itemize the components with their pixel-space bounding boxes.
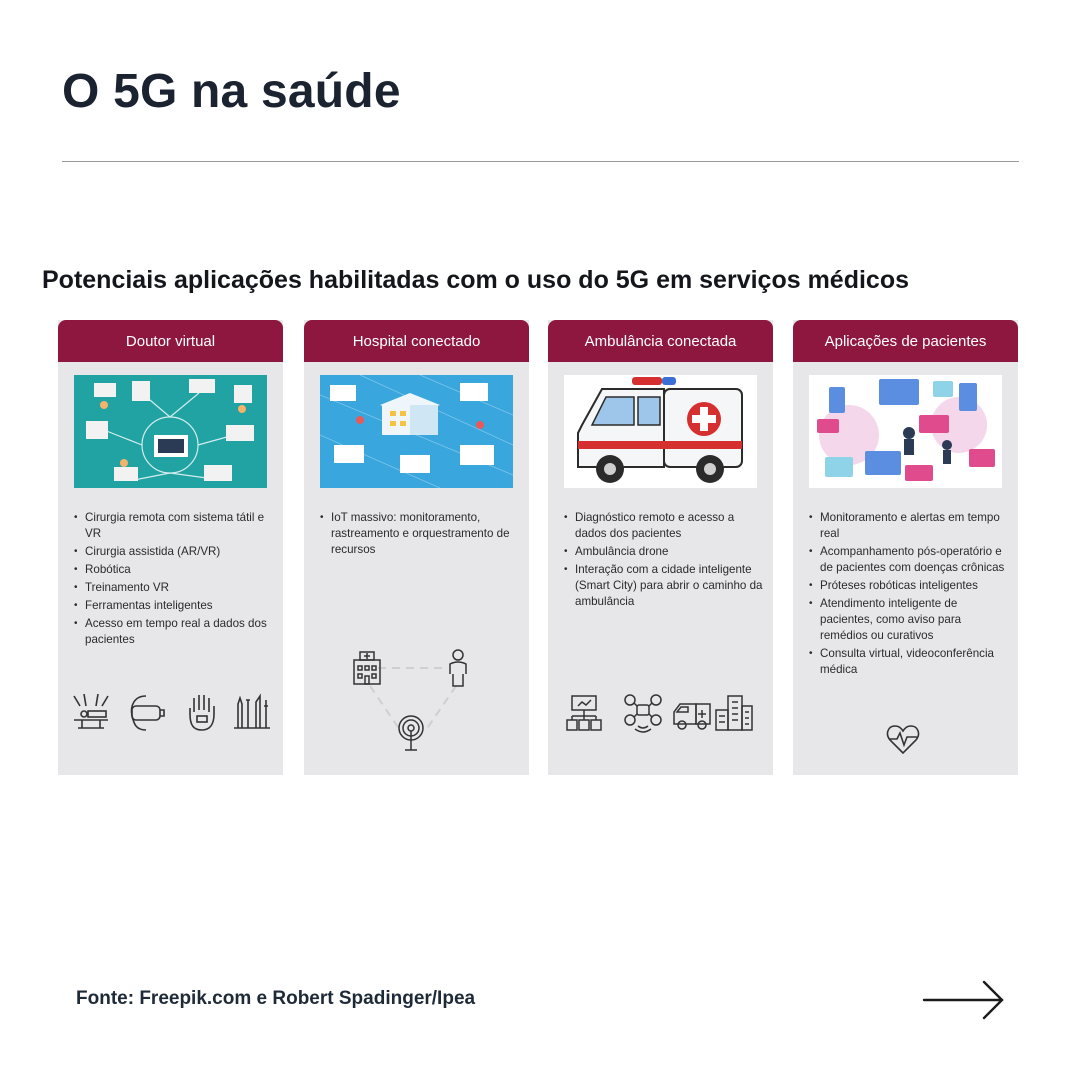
list-item: • Interação com a cidade inteligente (Smart City) para abrir o caminho da ambulância: [564, 562, 764, 610]
list-item: • Consulta virtual, videoconferência médica: [809, 646, 1009, 678]
list-item: • Robótica: [74, 562, 274, 578]
antenna-icon: [396, 714, 426, 754]
list-item: • Cirurgia assistida (AR/VR): [74, 544, 274, 560]
list-item: • Ambulância drone: [564, 544, 764, 560]
feature-list: [564, 510, 764, 612]
card-header: Ambulância conectada: [548, 320, 773, 362]
source-credit: Fonte: Freepik.com e Robert Spadinger/Ipea: [76, 988, 476, 1009]
section-subtitle: Potenciais aplicações habilitadas com o uso do 5G em serviços médicos: [42, 266, 909, 294]
ambulance-icon: [672, 692, 712, 734]
list-item: • Acompanhamento pós-operatório e de pacientes com doenças crônicas: [809, 544, 1009, 576]
card-header: Aplicações de pacientes: [793, 320, 1018, 362]
card-hospital-conectado: [304, 320, 529, 775]
list-item: • Atendimento inteligente de pacientes, como aviso para remédios ou curativos: [809, 596, 1009, 644]
feature-list: [320, 510, 520, 560]
feature-list: [74, 510, 274, 650]
ambulance-illustration: [564, 375, 757, 488]
heart-pulse-icon: [885, 722, 921, 756]
card-aplicacoes-de-pacientes: [793, 320, 1018, 775]
smart-glove-icon: [184, 692, 220, 734]
page-title: O 5G na saúde: [62, 65, 401, 118]
list-item: • Monitoramento e alertas em tempo real: [809, 510, 1009, 542]
card-ambulancia-conectada: [548, 320, 773, 775]
card-doutor-virtual: [58, 320, 283, 775]
next-arrow-icon[interactable]: [922, 980, 1006, 1020]
list-item: • Ferramentas inteligentes: [74, 598, 274, 614]
list-item: • Treinamento VR: [74, 580, 274, 596]
list-item: • IoT massivo: monitoramento, rastreamento e orquestramento de recursos: [320, 510, 520, 558]
connected-hospital-illustration: [320, 375, 513, 488]
title-divider: [62, 161, 1019, 162]
city-buildings-icon: [714, 692, 754, 734]
drone-icon: [622, 692, 664, 734]
person-icon: [446, 648, 470, 688]
patient-apps-illustration: [809, 375, 1002, 488]
surgery-table-icon: [70, 692, 112, 734]
surgical-tools-icon: [232, 692, 272, 734]
list-item: • Acesso em tempo real a dados dos pacientes: [74, 616, 274, 648]
virtual-doctor-illustration: [74, 375, 267, 488]
vr-headset-icon: [126, 692, 166, 734]
data-network-icon: [564, 692, 604, 734]
hospital-building-icon: [350, 650, 384, 686]
card-header: Doutor virtual: [58, 320, 283, 362]
feature-list: [809, 510, 1009, 680]
list-item: • Próteses robóticas inteligentes: [809, 578, 1009, 594]
list-item: • Diagnóstico remoto e acesso a dados dos pacientes: [564, 510, 764, 542]
list-item: • Cirurgia remota com sistema tátil e VR: [74, 510, 274, 542]
card-header: Hospital conectado: [304, 320, 529, 362]
